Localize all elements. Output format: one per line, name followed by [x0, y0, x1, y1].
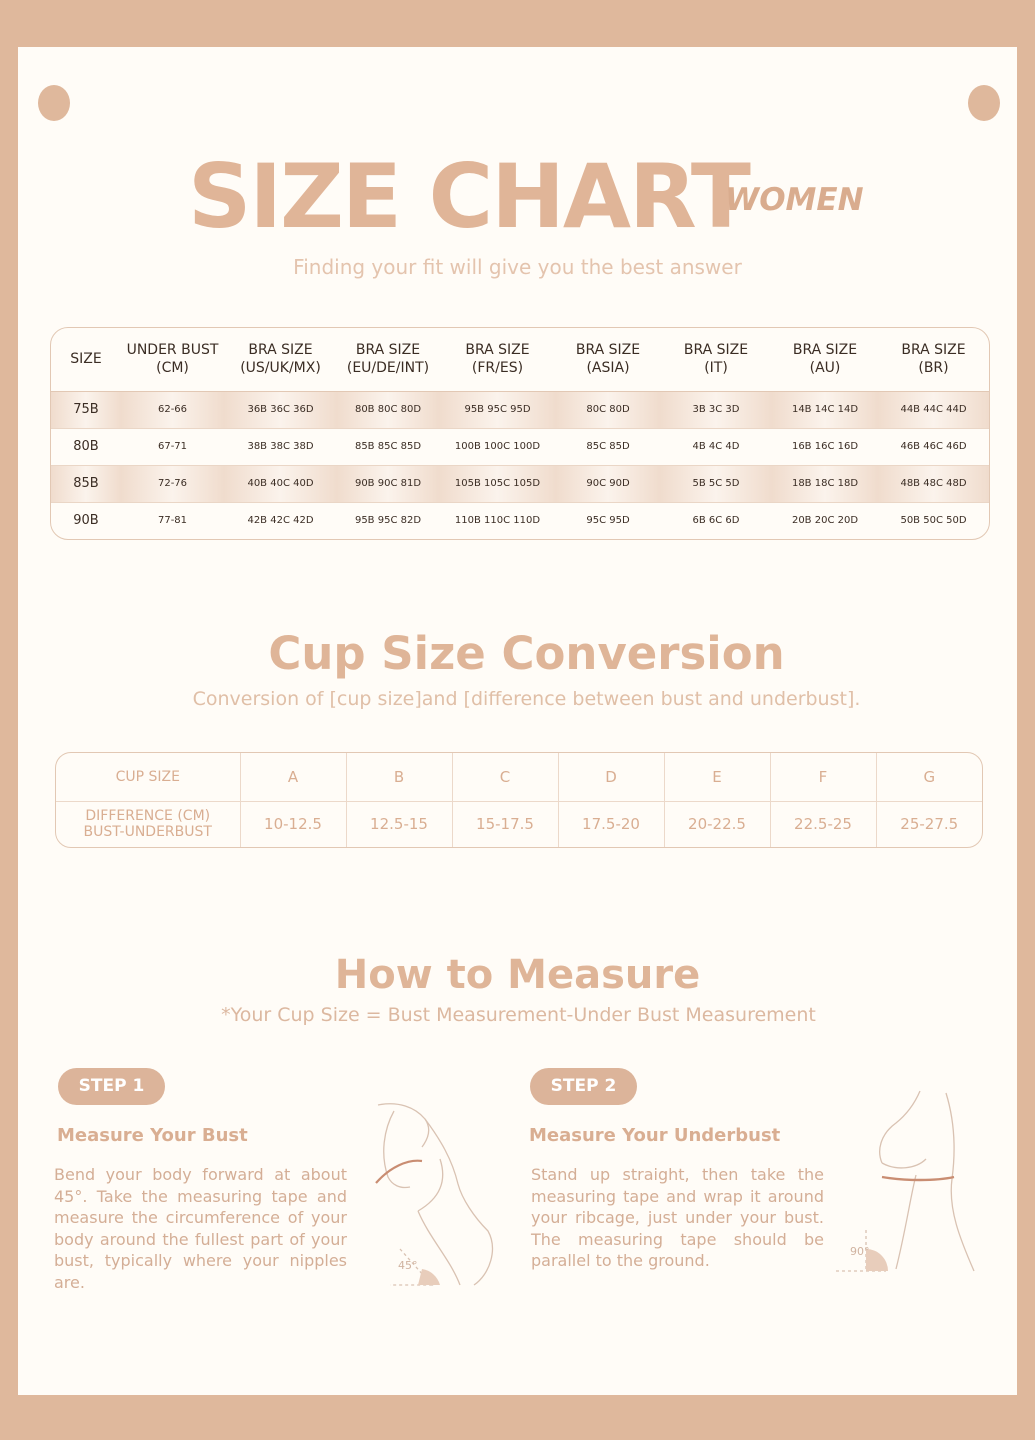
table-cell: 18B 18C 18D — [772, 465, 878, 502]
page-title: SIZE CHART — [188, 145, 749, 248]
table-cell: 36B 36C 36D — [224, 391, 337, 428]
header-bra-eu: BRA SIZE (EU/DE/INT) — [337, 328, 439, 391]
figure-front-line — [896, 1175, 916, 1269]
cup-cell: G — [876, 753, 982, 801]
table-cell: 42B 42C 42D — [247, 515, 314, 527]
header-bra-it: BRA SIZE (IT) — [660, 328, 772, 391]
table-cell: 75B — [51, 391, 121, 428]
table-cell: 85B 85C 85D — [337, 428, 439, 465]
table-cell: 110B 110C 110D — [454, 515, 541, 527]
header-bra-br: BRA SIZE (BR) — [878, 328, 989, 391]
tape-line — [376, 1161, 422, 1183]
table-cell: 44B 44C 44D — [878, 391, 989, 428]
cup-cell: C — [452, 753, 558, 801]
table-row — [51, 391, 989, 428]
figure-back-line — [946, 1093, 974, 1271]
cup-cell: E — [664, 753, 770, 801]
table-cell: 85C 85D — [556, 428, 660, 465]
table-cell: 6B 6C 6D — [692, 515, 740, 527]
cup-cell: D — [558, 753, 664, 801]
step-2-text: Stand up straight, then take the measuring tape and wrap it around your ribcage, just under your bust. The measuring tape should be parallel to the ground. — [531, 1165, 824, 1270]
difference-cell: 15-17.5 — [452, 801, 558, 847]
table-cell: 16B 16C 16D — [772, 428, 878, 465]
size-chart-sheet — [18, 47, 1017, 1395]
difference-label: DIFFERENCE (CM) BUST-UNDERBUST — [56, 801, 240, 847]
cup-cell: A — [240, 753, 346, 801]
cup-size-row — [56, 753, 982, 801]
table-cell: 90B — [73, 513, 99, 529]
figure-back-line — [425, 1119, 492, 1285]
header-bra-asia: BRA SIZE (ASIA) — [556, 328, 660, 391]
step-1-heading: Measure Your Bust — [57, 1125, 248, 1146]
table-cell: 77-81 — [157, 515, 188, 527]
table-cell: 38B 38C 38D — [224, 428, 337, 465]
header-size: SIZE — [51, 328, 121, 391]
difference-cell: 17.5-20 — [558, 801, 664, 847]
angle-label-45: 45° — [398, 1259, 418, 1272]
figure-shoulder-line — [378, 1104, 429, 1147]
binder-hole-right — [968, 85, 1000, 121]
bust-measure-illustration — [370, 1099, 500, 1289]
difference-cell: 10-12.5 — [240, 801, 346, 847]
cup-section-title: Cup Size Conversion — [268, 627, 785, 680]
table-cell: 80B — [51, 428, 121, 465]
table-cell: 67-71 — [121, 428, 224, 465]
header-bra-fr: BRA SIZE (FR/ES) — [439, 328, 556, 391]
table-cell: 100B 100C 100D — [439, 428, 556, 465]
table-cell: 72-76 — [121, 465, 224, 502]
header-bra-us: BRA SIZE (US/UK/MX) — [224, 328, 337, 391]
cup-cell: F — [770, 753, 876, 801]
figure-arm-line — [418, 1159, 443, 1211]
binder-hole-left — [38, 85, 70, 121]
table-cell: 4B 4C 4D — [660, 428, 772, 465]
page-subtitle: Finding your fit will give you the best answer — [293, 255, 742, 279]
table-cell: 48B 48C 48D — [878, 465, 989, 502]
table-cell: 20B 20C 20D — [791, 515, 859, 527]
difference-cell: 25-27.5 — [900, 815, 959, 834]
angle-label-90: 90° — [850, 1245, 870, 1258]
table-cell: 80C 80D — [556, 391, 660, 428]
table-cell: 40B 40C 40D — [224, 465, 337, 502]
cup-cell: B — [346, 753, 452, 801]
measure-section-subtitle: *Your Cup Size = Bust Measurement-Under Bust Measurement — [221, 1004, 816, 1026]
difference-cell: 22.5-25 — [770, 801, 876, 847]
table-cell: 95B 95C 95D — [439, 391, 556, 428]
step-2-badge: STEP 2 — [530, 1068, 637, 1105]
step-2-heading: Measure Your Underbust — [529, 1125, 781, 1146]
difference-cell: 12.5-15 — [346, 801, 452, 847]
cup-size-label: CUP SIZE — [56, 753, 240, 801]
measure-section-title: How to Measure — [334, 952, 701, 998]
table-cell: 50B 50C 50D — [900, 515, 967, 527]
size-table — [50, 327, 990, 540]
table-cell: 5B 5C 5D — [660, 465, 772, 502]
difference-row — [56, 801, 982, 847]
difference-cell: 20-22.5 — [664, 801, 770, 847]
header-bra-au: BRA SIZE (AU) — [772, 328, 878, 391]
step-1-text: Bend your body forward at about 45°. Take the measuring tape and measure the circumference of your body around the fullest part of your bust, typically where your nipples are. — [54, 1165, 347, 1292]
step-1-badge: STEP 1 — [58, 1068, 165, 1105]
table-cell: 80B 80C 80D — [337, 391, 439, 428]
angle-wedge-icon — [418, 1269, 440, 1285]
underbust-measure-illustration — [836, 1089, 986, 1279]
cup-section-subtitle: Conversion of [cup size]and [difference between bust and underbust]. — [192, 688, 861, 710]
table-cell: 46B 46C 46D — [878, 428, 989, 465]
table-cell: 90B 90C 81D — [337, 465, 439, 502]
table-cell: 105B 105C 105D — [439, 465, 556, 502]
figure-torso-line — [384, 1111, 410, 1188]
figure-bust-line — [882, 1159, 926, 1168]
audience-tag: WOMEN — [725, 182, 864, 218]
cup-conversion-table — [55, 752, 983, 848]
table-cell: 95B 95C 82D — [354, 515, 422, 527]
table-row — [51, 428, 989, 465]
table-cell: 3B 3C 3D — [660, 391, 772, 428]
table-cell: 14B 14C 14D — [772, 391, 878, 428]
table-cell: 62-66 — [121, 391, 224, 428]
tape-line — [882, 1177, 954, 1180]
size-table-header-row — [51, 328, 989, 391]
figure-neck-line — [880, 1091, 920, 1163]
table-cell: 85B — [51, 465, 121, 502]
table-cell: 95C 95D — [586, 515, 630, 527]
header-under-bust: UNDER BUST (CM) — [121, 328, 224, 391]
table-cell: 90C 90D — [556, 465, 660, 502]
table-row — [51, 502, 989, 539]
table-row — [51, 465, 989, 502]
